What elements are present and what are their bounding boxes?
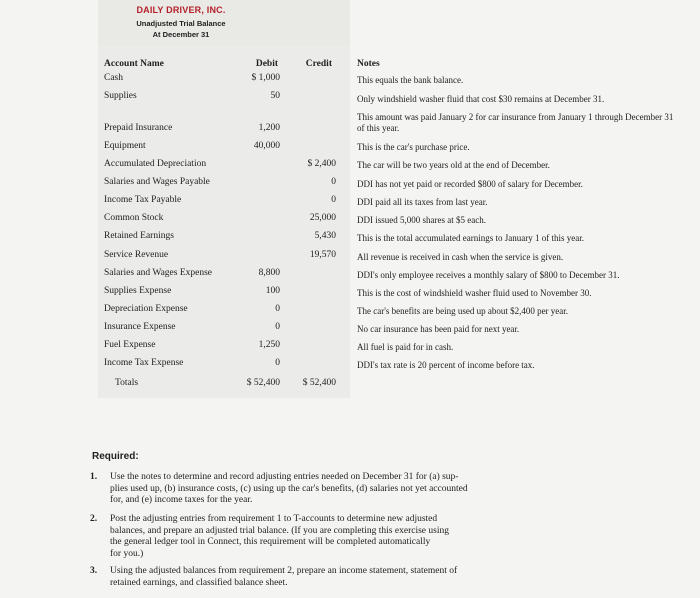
requirement-number: 1.	[90, 472, 98, 482]
debit-value: 1,250	[258, 340, 280, 350]
account-note: DDI's only employee receives a monthly salary of $800 to December 31.	[357, 270, 620, 280]
account-note: Only windshield washer fluid that cost $30 remains at December 31.	[357, 94, 605, 104]
account-note: All revenue is received in cash when the service is given.	[357, 252, 564, 262]
account-name: Income Tax Expense	[104, 358, 184, 368]
account-note: DDI has not yet paid or recorded $800 of salary for December.	[357, 179, 583, 189]
debit-value: 50	[270, 91, 280, 101]
debit-value: 1,200	[258, 123, 280, 133]
account-note: No car insurance has been paid for next year.	[357, 324, 520, 334]
account-name: Salaries and Wages Payable	[104, 177, 210, 187]
account-name: Supplies	[104, 91, 137, 101]
totals-debit: $ 52,400	[246, 378, 280, 388]
account-name: Cash	[104, 73, 123, 83]
requirement-text	[110, 472, 520, 507]
debit-value: 40,000	[253, 141, 280, 151]
requirement-text	[110, 514, 520, 560]
account-name: Supplies Expense	[104, 286, 172, 296]
debit-value: 0	[275, 304, 280, 314]
account-name: Accumulated Depreciation	[104, 159, 207, 169]
requirement-line: Using the adjusted balances from requirement 2, prepare an income statement, statement of	[110, 566, 458, 576]
account-name: Income Tax Payable	[104, 195, 182, 205]
account-note: This is the total accumulated earnings to January 1 of this year.	[357, 233, 584, 243]
account-note: This is the cost of windshield washer fluid used to November 30.	[357, 288, 592, 298]
account-note: DDI paid all its taxes from last year.	[357, 197, 488, 207]
requirement-line: Use the notes to determine and record adjusting entries needed on December 31 for (a) sup-	[110, 472, 459, 482]
credit-value: 5,430	[314, 231, 336, 241]
credit-value: 0	[331, 195, 336, 205]
account-name: Equipment	[104, 141, 146, 151]
account-name: Insurance Expense	[104, 322, 176, 332]
totals-credit: $ 52,400	[302, 378, 336, 388]
column-header-debit: Debit	[255, 59, 278, 69]
account-note: The car will be two years old at the end of December.	[357, 160, 550, 170]
account-name: Common Stock	[104, 213, 164, 223]
totals-label: Totals	[115, 378, 139, 388]
credit-value: 25,000	[309, 213, 336, 223]
requirement-number: 2.	[90, 514, 98, 524]
required-heading: Required:	[92, 451, 139, 462]
account-note: DDI issued 5,000 shares at $5 each.	[357, 215, 486, 225]
account-note: The car's benefits are being used up about $2,400 per year.	[357, 306, 569, 316]
statement-title: Unadjusted Trial Balance	[136, 19, 226, 28]
account-name: Service Revenue	[104, 250, 169, 260]
requirement-line: the general ledger tool in Connect, this requirement will be completed automatically	[110, 537, 431, 548]
debit-value: $ 1,000	[251, 73, 280, 83]
requirement-line: retained earnings, and classified balance sheet.	[110, 577, 288, 588]
account-note: This equals the bank balance.	[357, 75, 464, 85]
credit-value: $ 2,400	[307, 159, 336, 169]
requirement-line: Post the adjusting entries from requirement 1 to T-accounts to determine new adjusted	[110, 514, 438, 524]
account-name: Prepaid Insurance	[104, 123, 173, 133]
requirement-number: 3.	[90, 566, 98, 576]
requirement-line: balances, and prepare an adjusted trial balance. (If you are completing this exercise using	[110, 525, 449, 536]
credit-value: 0	[331, 177, 336, 187]
debit-value: 8,800	[258, 268, 280, 278]
debit-value: 0	[275, 322, 280, 332]
account-name: Salaries and Wages Expense	[104, 268, 213, 278]
debit-value: 100	[265, 286, 280, 296]
column-header-notes: Notes	[357, 59, 380, 69]
credit-value: 19,570	[309, 250, 336, 260]
account-note: DDI's tax rate is 20 percent of income before tax.	[357, 360, 535, 370]
account-name: Fuel Expense	[104, 340, 156, 350]
company-name: DAILY DRIVER, INC.	[136, 5, 226, 15]
statement-date: At December 31	[152, 30, 210, 39]
account-note: This amount was paid January 2 for car insurance from January 1 through December 31 of this year.	[357, 112, 674, 133]
column-header-credit: Credit	[305, 59, 332, 69]
requirement-line: for, and (e) income taxes for the year.	[110, 495, 253, 506]
account-note: All fuel is paid for in cash.	[357, 342, 454, 352]
column-header-account: Account Name	[104, 59, 164, 69]
debit-value: 0	[275, 358, 280, 368]
account-name: Retained Earnings	[104, 231, 174, 241]
requirement-line: for you.)	[110, 548, 144, 559]
account-note: This is the car's purchase price.	[357, 142, 470, 152]
requirement-text	[110, 566, 520, 589]
requirement-line: plies used up, (b) insurance costs, (c) using up the car's benefits, (d) salaries not yet accounted	[110, 483, 468, 494]
account-name: Depreciation Expense	[104, 304, 188, 314]
